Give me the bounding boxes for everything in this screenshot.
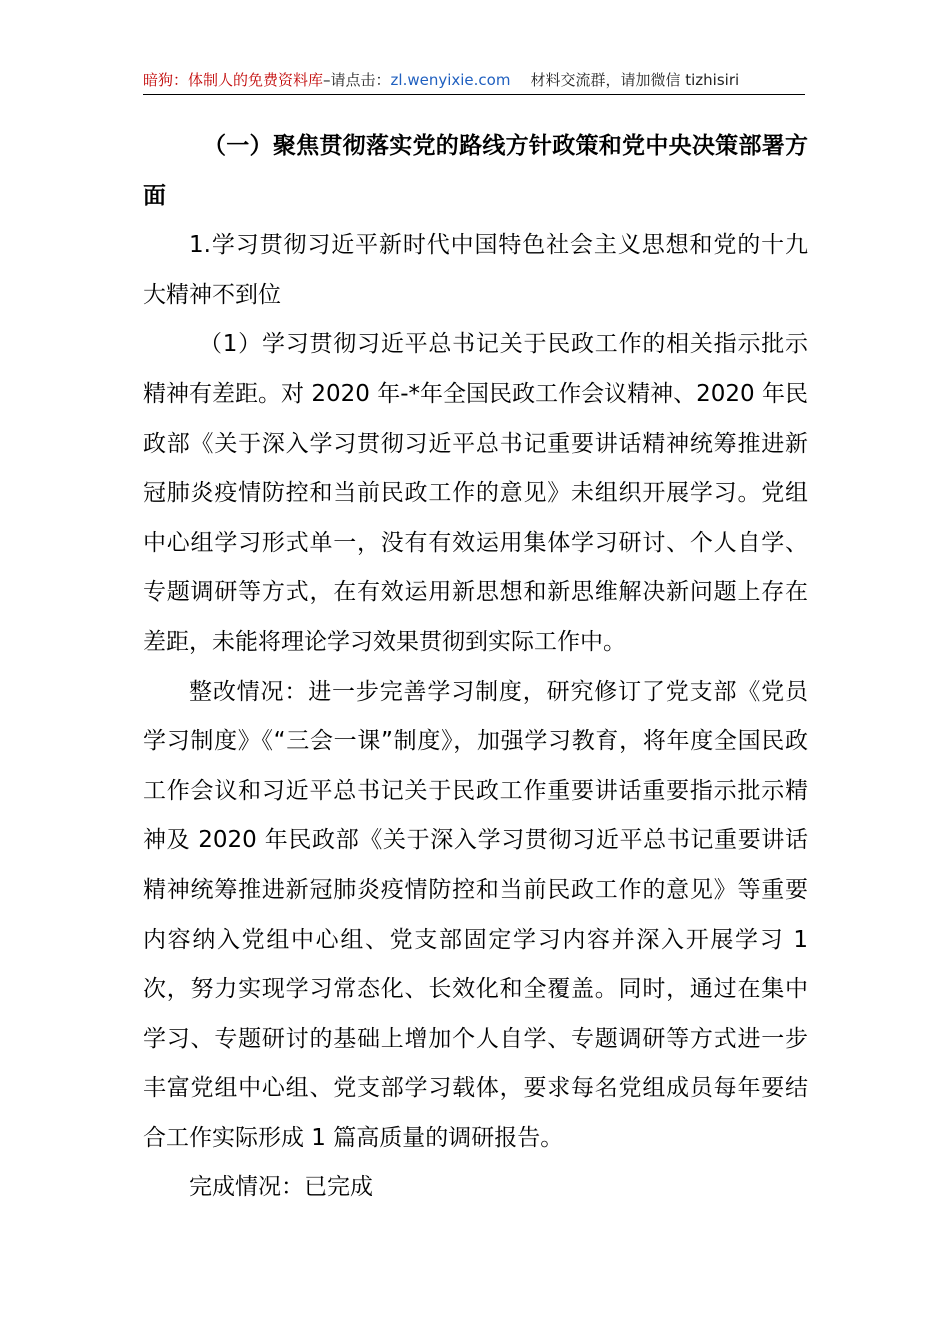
section-heading: （一）聚焦贯彻落实党的路线方针政策和党中央决策部署方面 — [143, 133, 808, 209]
completion-status: 完成情况：已完成 — [189, 1174, 373, 1201]
item-title: 1.学习贯彻习近平新时代中国特色社会主义思想和党的十九大精神不到位 — [143, 232, 808, 308]
header-click-prompt: –请点击： — [323, 71, 391, 89]
header-divider — [143, 94, 805, 95]
page-header — [143, 68, 805, 92]
header-group-note: 材料交流群，请加微信 tizhisiri — [530, 71, 740, 89]
document-body — [143, 122, 808, 1213]
rectification-paragraph: 整改情况：进一步完善学习制度，研究修订了党支部《党员学习制度》《“三会一课”制度》，加强学习教育，将年度全国民政工作会议和习近平总书记关于民政工作重要讲话重要指示批示精神及 2020 年民政部《关于深入学习贯彻习近平总书记重要讲话精神统筹推进新冠肺炎疫情防控和当前民政工作的意见》等重要内容纳入党组中心组、党支部固定学习内容并深入开展学习 1 次，努力实现学习常态化、长效化和全覆盖。同时，通过在集中学习、专题研讨的基础上增加个人自学、专题调研等方式进一步丰富党组中心组、党支部学习载体，要求每名党组成员每年要结合工作实际形成 1 篇高质量的调研报告。 — [143, 678, 808, 1151]
header-brand: 暗狗：体制人的免费资料库 — [143, 71, 324, 89]
issue-paragraph: （1）学习贯彻习近平总书记关于民政工作的相关指示批示精神有差距。对 2020 年-*年全国民政工作会议精神、2020 年民政部《关于深入学习贯彻习近平总书记重要讲话精神统筹推进新冠肺炎疫情防控和当前民政工作的意见》未组织开展学习。党组中心组学习形式单一，没有有效运用集体学习研讨、个人自学、专题调研等方式，在有效运用新思想和新思维解决新问题上存在差距，未能将理论学习效果贯彻到实际工作中。 — [143, 331, 808, 655]
header-site-link[interactable]: zl.wenyixie.com — [390, 71, 511, 89]
